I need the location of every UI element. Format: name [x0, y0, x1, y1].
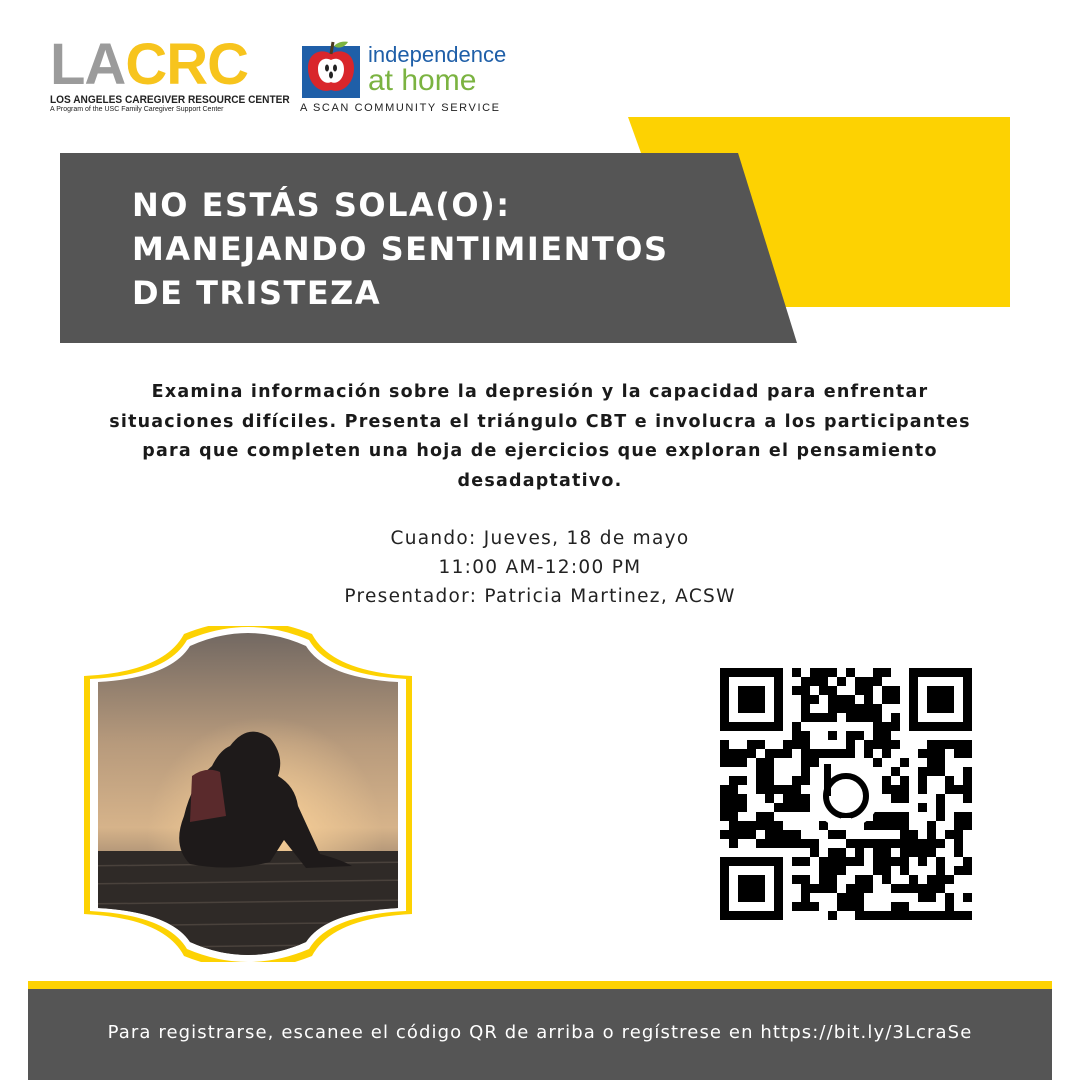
event-title-line: NO ESTÁS SOLA(O):	[132, 186, 511, 224]
independence-logo-line2: at home	[368, 64, 477, 97]
registration-instructions: Para registrarse, escanee el código QR de arriba o regístrese en https://bit.ly/3LcraSe	[107, 1022, 973, 1043]
event-details	[0, 524, 1080, 611]
independence-logo-tagline: A SCAN COMMUNITY SERVICE	[300, 102, 501, 114]
lacrc-logo-mark: LACRC	[50, 32, 248, 97]
event-time: 11:00 AM-12:00 PM	[438, 557, 642, 578]
footer-accent-line	[28, 981, 1052, 989]
event-title-line: MANEJANDO SENTIMIENTOS	[132, 230, 669, 268]
event-title	[132, 183, 732, 315]
sad-person-photo	[80, 626, 416, 962]
lacrc-logo-name: LOS ANGELES CAREGIVER RESOURCE CENTER	[50, 94, 290, 106]
lacrc-logo-program: A Program of the USC Family Caregiver Support Center	[50, 106, 224, 113]
event-description: Examina información sobre la depresión y la capacidad para enfrentar situaciones difíciles. Presenta el triángulo CBT e involucra a los participantes para que completen una hoja de ejercicios que exploran el pensamiento desadaptativo.	[109, 382, 971, 491]
lacrc-logo	[50, 32, 290, 122]
independence-at-home-logo	[298, 34, 518, 120]
bitly-logo-icon	[812, 760, 880, 828]
event-date: Cuando: Jueves, 18 de mayo	[390, 528, 690, 549]
registration-qr-code[interactable]	[720, 668, 972, 920]
event-presenter: Presentador: Patricia Martinez, ACSW	[344, 586, 736, 607]
event-title-line: DE TRISTEZA	[132, 274, 382, 312]
apple-logo-icon	[300, 38, 362, 100]
independence-logo-line1: independence	[368, 42, 507, 67]
